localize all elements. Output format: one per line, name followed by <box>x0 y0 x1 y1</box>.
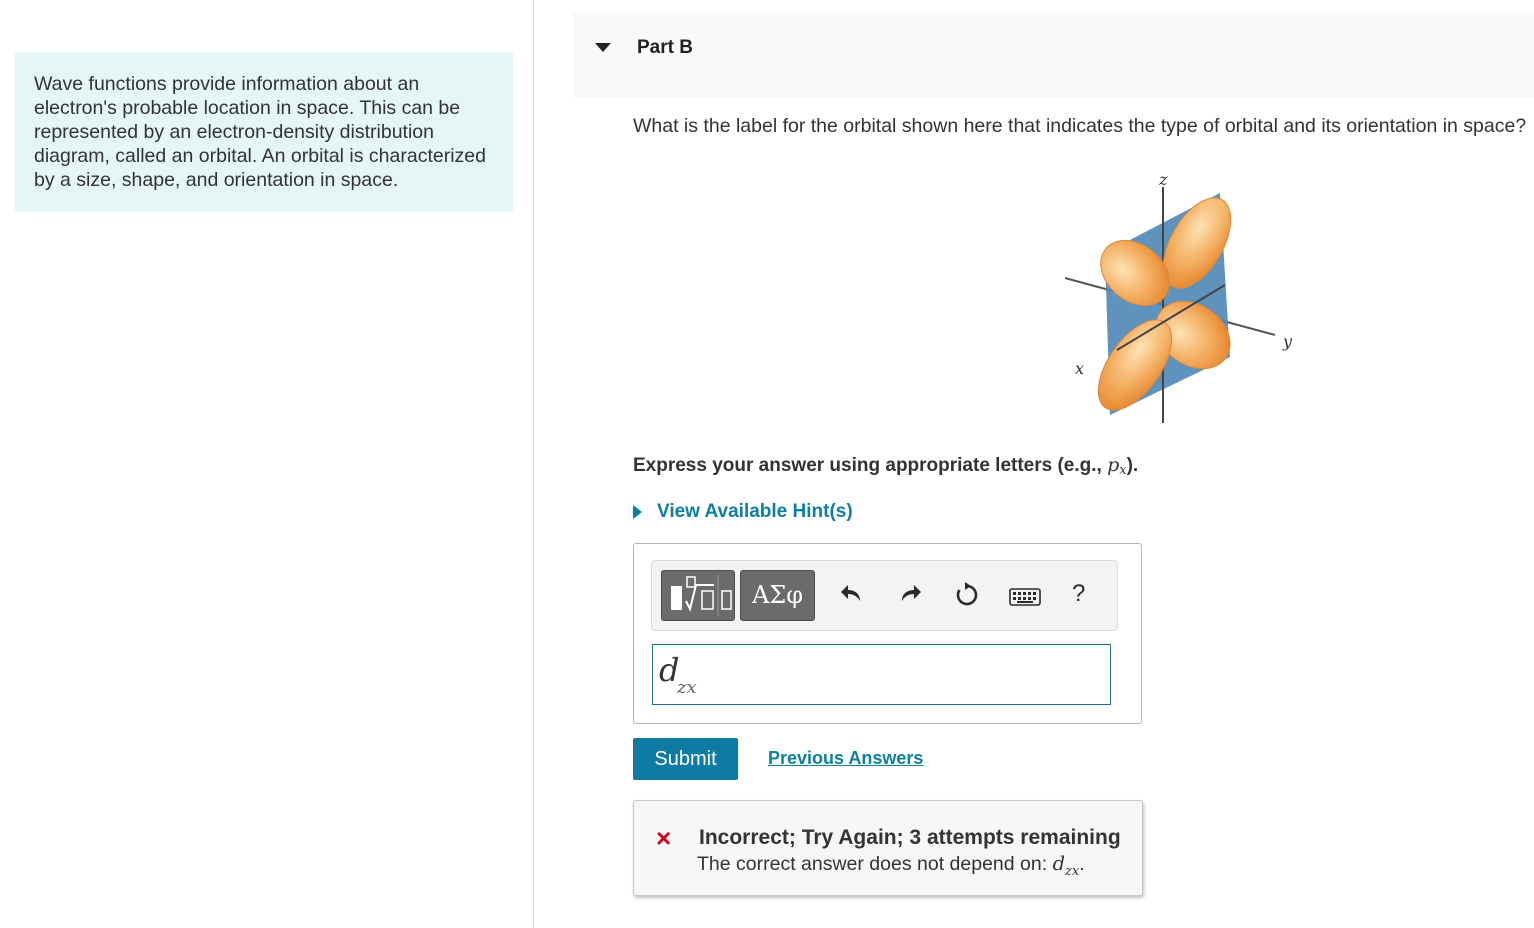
hint-toggle[interactable] <box>633 501 853 523</box>
redo-icon[interactable] <box>898 583 922 605</box>
answer-main: d <box>659 651 680 689</box>
previous-answers-link[interactable]: Previous Answers <box>768 748 924 768</box>
feedback-box <box>633 800 1143 896</box>
part-title: Part B <box>637 37 693 58</box>
answer-box <box>633 543 1142 724</box>
collapse-caret-icon[interactable] <box>595 43 611 52</box>
instruction-math-sub: x <box>1119 463 1127 478</box>
view-hints-link[interactable]: View Available Hint(s) <box>657 501 853 522</box>
feedback-math: d <box>1052 852 1066 875</box>
y-axis-label: y <box>1283 332 1293 351</box>
reset-icon[interactable] <box>954 582 980 608</box>
instruction-math: p <box>1107 454 1120 476</box>
intro-text: Wave functions provide information about an electron's probable location in space. This can be represented by an electron-density distribution diagram, called an orbital. An orbital is characterized by a size, shape, and orientation in space. <box>15 52 513 212</box>
answer-subscript: zx <box>677 677 697 698</box>
part-header[interactable] <box>573 13 1534 98</box>
symbols-button[interactable]: ΑΣφ <box>740 570 815 621</box>
templates-button[interactable] <box>661 570 735 621</box>
answer-instruction <box>633 454 1138 477</box>
feedback-detail-prefix: The correct answer does not depend on: <box>697 853 1053 875</box>
feedback-title: Incorrect; Try Again; 3 attempts remaining <box>699 826 1121 849</box>
submit-button[interactable]: Submit <box>633 738 738 780</box>
instruction-suffix: ). <box>1126 455 1139 476</box>
expand-caret-icon <box>633 505 642 519</box>
math-toolbar <box>651 560 1118 631</box>
instruction-prefix: Express your answer using appropriate letters (e.g., <box>633 455 1108 476</box>
z-axis-label: z <box>1159 170 1168 189</box>
question-text: What is the label for the orbital shown here that indicates the type of orbital and its orientation in space? <box>633 115 1527 137</box>
orbital-diagram <box>1055 165 1315 430</box>
feedback-detail-suffix: . <box>1079 853 1085 875</box>
keyboard-icon[interactable] <box>1009 588 1041 606</box>
undo-icon[interactable] <box>840 583 864 605</box>
x-axis-label: x <box>1075 359 1085 378</box>
help-button[interactable]: ? <box>1072 580 1086 607</box>
sqrt-template-icon <box>662 571 736 620</box>
feedback-detail <box>697 852 1085 879</box>
incorrect-x-icon: × <box>656 823 672 853</box>
left-panel <box>0 0 534 928</box>
feedback-math-sub: zx <box>1065 863 1080 879</box>
answer-input[interactable] <box>652 644 1111 705</box>
